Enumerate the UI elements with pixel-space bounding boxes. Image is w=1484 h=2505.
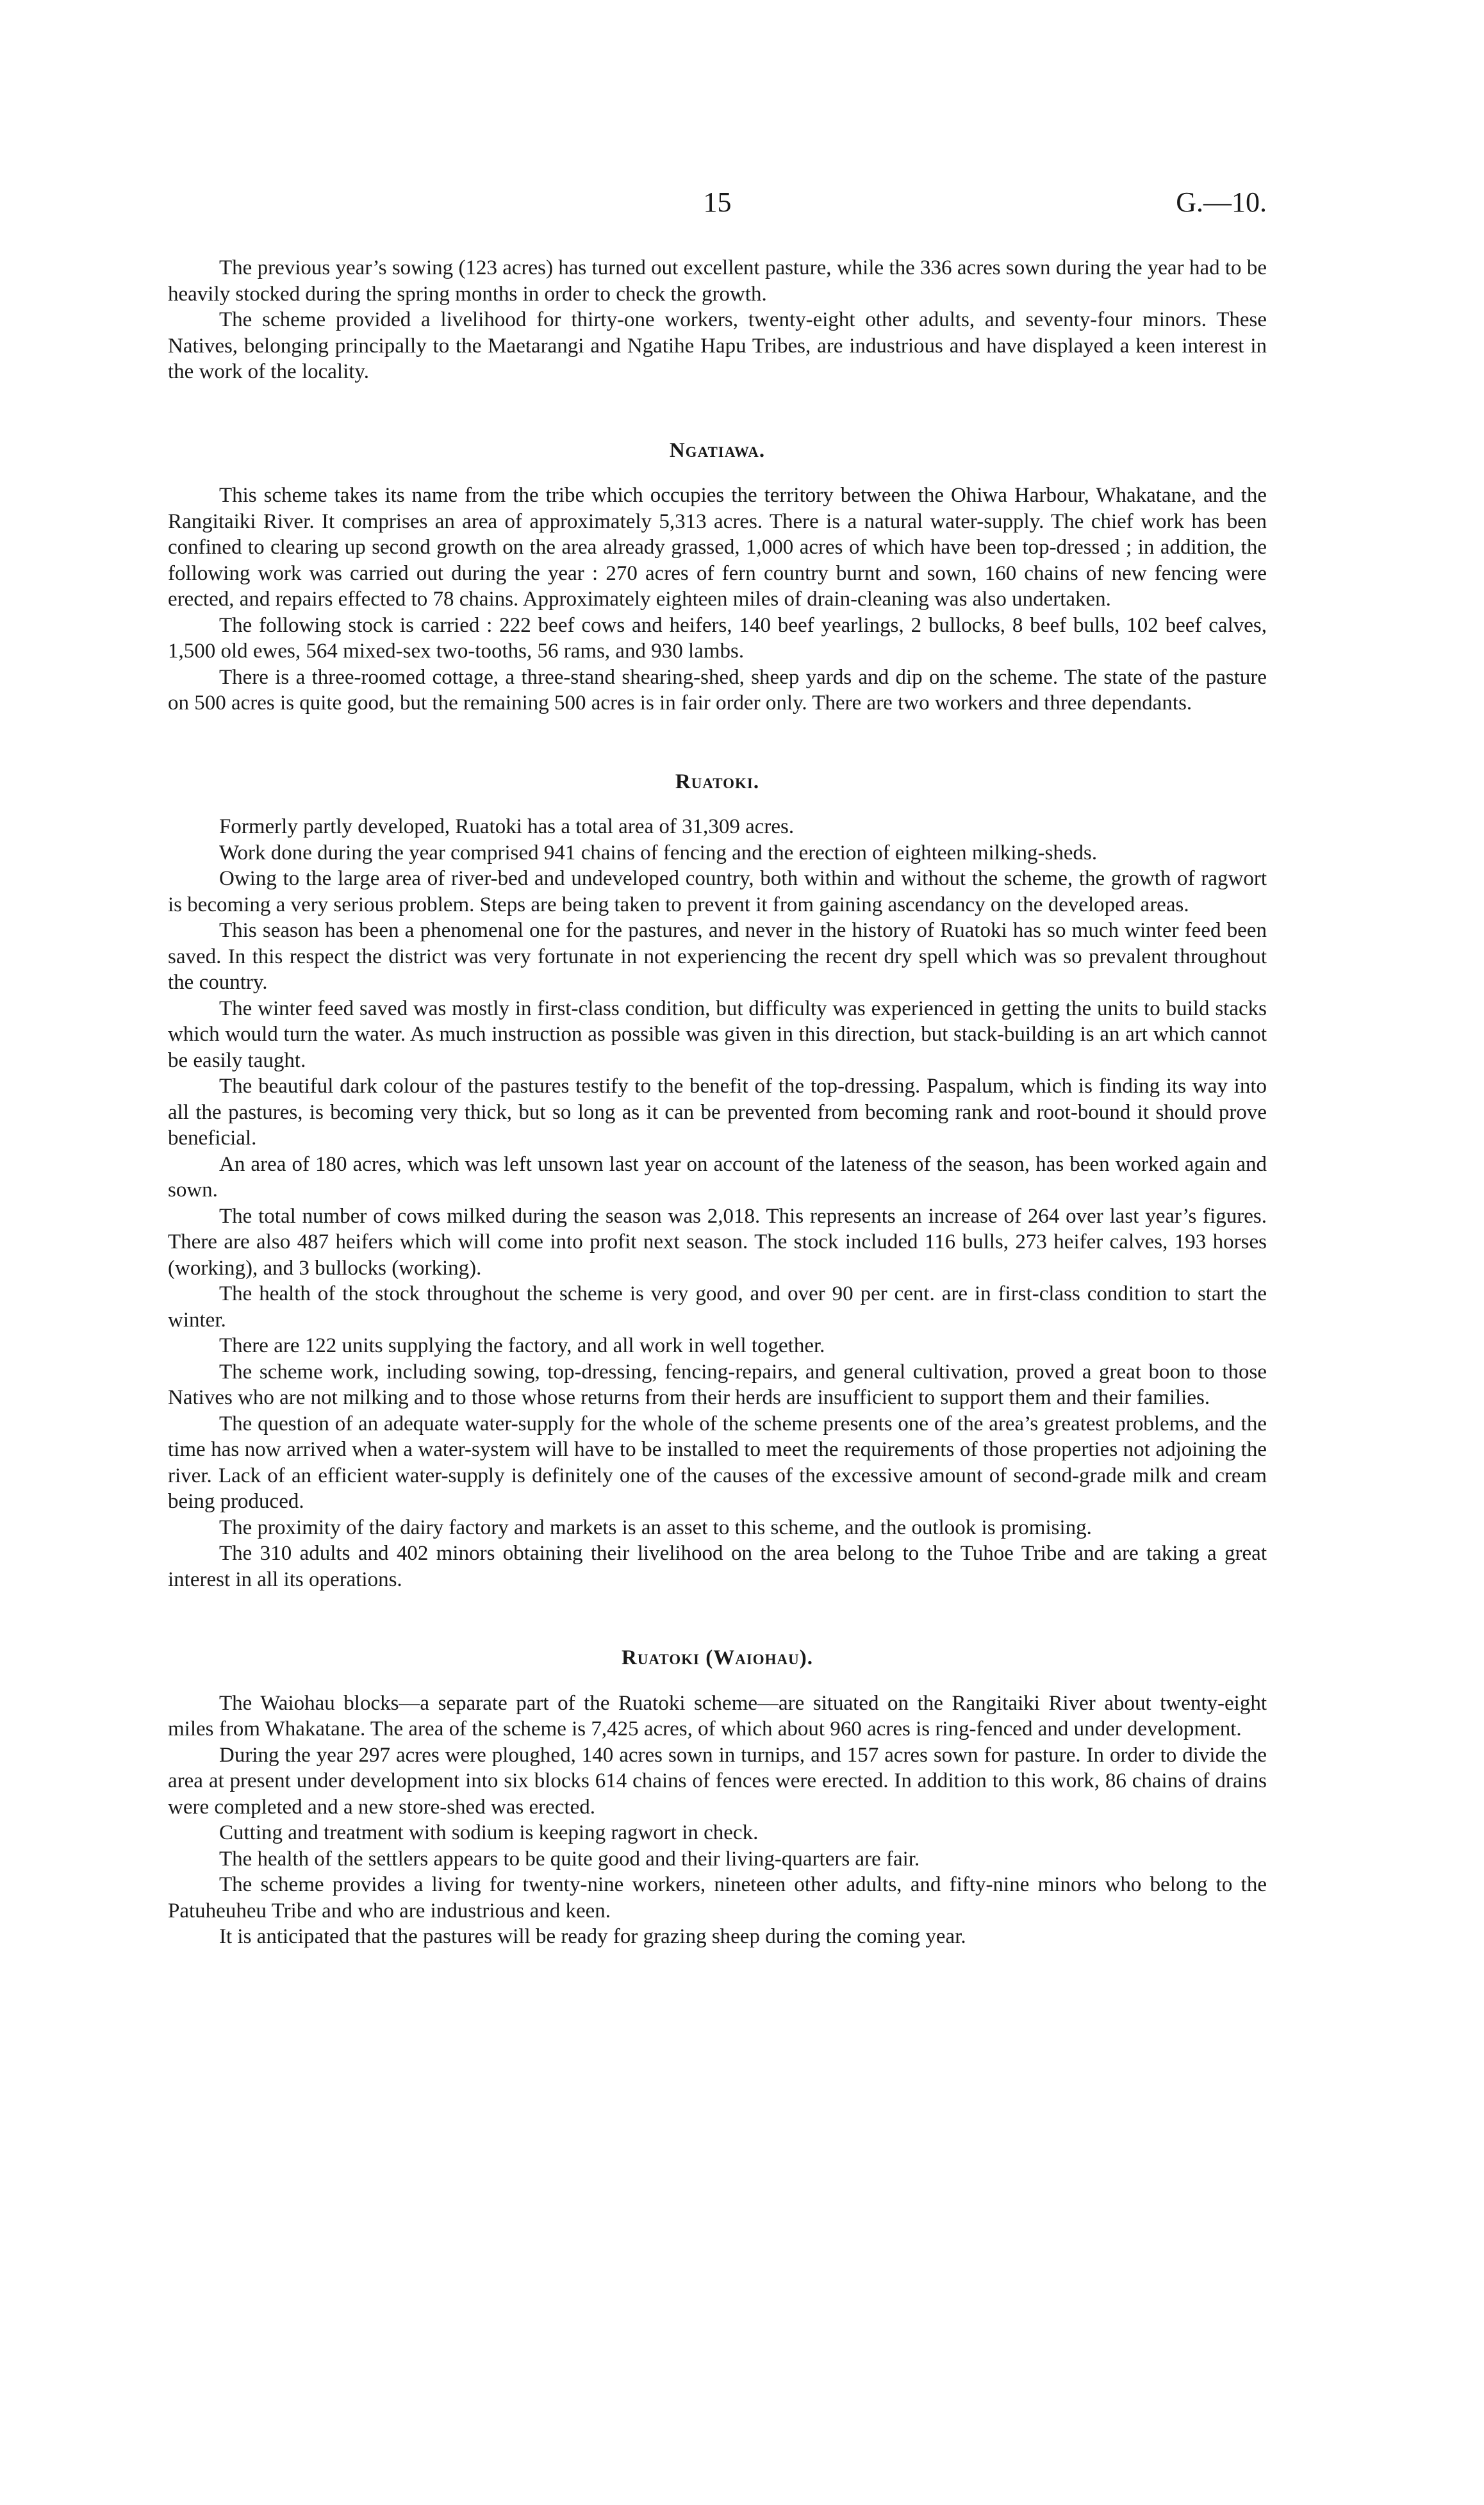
body-text — [168, 255, 1267, 1950]
page-header — [168, 186, 1267, 231]
section-heading: Ngatiawa. — [669, 438, 766, 462]
paragraph: Cutting and treatment with sodium is keeping ragwort in check. — [219, 1821, 759, 1844]
paragraph: An area of 180 acres, which was left unsown last year on account of the lateness of the season, has been worked again and sown. — [168, 1152, 1267, 1202]
paragraph: The total number of cows milked during the season was 2,018. This represents an increase of 264 over last year’s figures. There are also 487 heifers which will come into profit next season. The stock included 116 bulls, 273 heifer calves, 193 horses (working), and 3 bullocks (working). — [168, 1204, 1267, 1280]
section-ngatiawa — [168, 438, 1267, 716]
document-reference: G.—10. — [1176, 186, 1267, 218]
paragraph: The 310 adults and 402 minors obtaining their livelihood on the area belong to the Tuhoe Tribe and are taking a great interest in all its operations. — [168, 1542, 1267, 1591]
paragraph: During the year 297 acres were ploughed, 140 acres sown in turnips, and 157 acres sown for pasture. In order to divide the area at present under development into six blocks 614 chains of fences were erected. In addition to this work, 86 chains of drains were completed and a new store-shed was erected. — [168, 1743, 1267, 1819]
section-ruatoki — [168, 769, 1267, 1593]
paragraph: The following stock is carried : 222 beef cows and heifers, 140 beef yearlings, 2 bullocks, 8 beef bulls, 102 beef calves, 1,500 old ewes, 564 mixed-sex two-tooths, 56 rams, and 930 lambs. — [168, 613, 1267, 663]
paragraph: This season has been a phenomenal one for the pastures, and never in the history of Ruatoki has so much winter feed been saved. In this respect the district was very fortunate in not experiencing the recent dry spell which was so prevalent throughout the country. — [168, 919, 1267, 994]
intro-section — [168, 255, 1267, 385]
paragraph: The previous year’s sowing (123 acres) has turned out excellent pasture, while the 336 acres sown during the year had to be heavily stocked during the spring months in order to check the growth. — [168, 256, 1267, 306]
paragraph: There is a three-roomed cottage, a three-stand shearing-shed, sheep yards and dip on the scheme. The state of the pasture on 500 acres is quite good, but the remaining 500 acres is in fair order only. There are two workers and three dependants. — [168, 665, 1267, 715]
paragraph: This scheme takes its name from the tribe which occupies the territory between the Ohiwa Harbour, Whakatane, and the Rangitaiki River. It comprises an area of approximately 5,313 acres. There is a natural water-supply. The chief work has been confined to clearing up second growth on the area already grassed, 1,000 acres of which have been top-dressed ; in addition, the following work was carried out during the year : 270 acres of fern country burnt and sown, 160 chains of new fencing were erected, and repairs effected to 78 chains. Approximately eighteen miles of drain-cleaning was also undertaken. — [168, 484, 1267, 611]
paragraph: The Waiohau blocks—a separate part of the Ruatoki scheme—are situated on the Rangitaiki River about twenty-eight miles from Whakatane. The area of the scheme is 7,425 acres, of which about 960 acres is ring-fenced and under development. — [168, 1691, 1267, 1740]
paragraph: It is anticipated that the pastures will be ready for grazing sheep during the coming year. — [219, 1925, 966, 1948]
paragraph: The scheme provided a livelihood for thirty-one workers, twenty-eight other adults, and seventy-four minors. These Natives, belonging principally to the Maetarangi and Ngatihe Hapu Tribes, are industrious and have displayed a keen interest in the work of the locality. — [168, 308, 1267, 383]
paragraph: The beautiful dark colour of the pastures testify to the benefit of the top-dressing. Paspalum, which is finding its way into all the pastures, is becoming very thick, but so long as it can be prevented from becoming rank and root-bound it should prove beneficial. — [168, 1075, 1267, 1150]
paragraph: The proximity of the dairy factory and markets is an asset to this scheme, and the outlook is promising. — [219, 1516, 1092, 1539]
section-heading: Ruatoki. — [675, 770, 760, 793]
paragraph: The scheme provides a living for twenty-nine workers, nineteen other adults, and fifty-nine minors who belong to the Patuheuheu Tribe and who are industrious and keen. — [168, 1873, 1267, 1922]
section-heading: Ruatoki (Waiohau). — [621, 1646, 814, 1669]
paragraph: The winter feed saved was mostly in first-class condition, but difficulty was experienced in getting the units to build stacks which would turn the water. As much instruction as possible was given in this direction, but stack-building is an art which cannot be easily taught. — [168, 996, 1267, 1072]
paragraph: Work done during the year comprised 941 chains of fencing and the erection of eighteen milking-sheds. — [219, 841, 1098, 864]
paragraph: Owing to the large area of river-bed and undeveloped country, both within and without the scheme, the growth of ragwort is becoming a very serious problem. Steps are being taken to prevent it from gaining ascendancy on the developed areas. — [168, 867, 1267, 916]
paragraph: There are 122 units supplying the factory, and all work in well together. — [219, 1334, 825, 1357]
paragraph: The health of the settlers appears to be quite good and their living-quarters are fair. — [219, 1847, 920, 1871]
section-ruatoki-waiohau — [168, 1645, 1267, 1950]
page-number: 15 — [703, 186, 732, 218]
paragraph: Formerly partly developed, Ruatoki has a total area of 31,309 acres. — [219, 815, 795, 838]
paragraph: The scheme work, including sowing, top-dressing, fencing-repairs, and general cultivation, proved a great boon to those Natives who are not milking and to those whose returns from their herds are insufficient to support them and their families. — [168, 1360, 1267, 1409]
paragraph: The question of an adequate water-supply for the whole of the scheme presents one of the area’s greatest problems, and the time has now arrived when a water-system will have to be installed to meet the requirements of those properties not adjoining the river. Lack of an efficient water-supply is definitely one of the causes of the excessive amount of second-grade milk and cream being produced. — [168, 1412, 1267, 1513]
paragraph: The health of the stock throughout the scheme is very good, and over 90 per cent. are in first-class condition to start the winter. — [168, 1282, 1267, 1332]
